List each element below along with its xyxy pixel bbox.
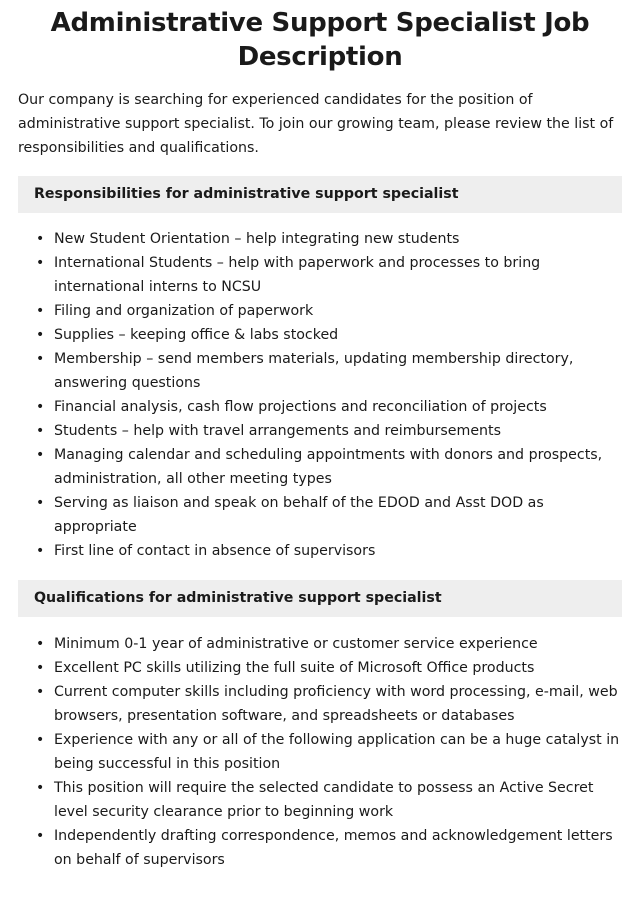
list-item-text: Financial analysis, cash flow projections and reconciliation of projects: [54, 399, 547, 415]
list-item: [36, 347, 622, 395]
list-item-text: Supplies – keeping office & labs stocked: [54, 327, 339, 343]
bullet-icon: •: [36, 423, 45, 439]
bullet-icon: •: [36, 255, 45, 271]
bullet-icon: •: [36, 303, 45, 319]
list-item: [36, 251, 622, 299]
list-item-text: Managing calendar and scheduling appointments with donors and prospects, administration, all other meeting types: [54, 447, 603, 487]
list-item: [36, 728, 622, 776]
bullet-icon: •: [36, 828, 45, 844]
bullet-icon: •: [36, 327, 45, 343]
list-item-text: Membership – send members materials, updating membership directory, answering questions: [54, 351, 574, 391]
list-item-text: Current computer skills including proficiency with word processing, e-mail, web browsers, presentation software, and spreadsheets or databases: [54, 684, 618, 724]
list-item: [36, 227, 622, 251]
list-item: [36, 419, 622, 443]
list-item: [36, 824, 622, 872]
intro-paragraph: Our company is searching for experienced candidates for the position of administrative support specialist. To join our growing team, please review the list of responsibilities and qualifications.: [18, 92, 614, 156]
bullet-icon: •: [36, 543, 45, 559]
list-item-text: Serving as liaison and speak on behalf of the EDOD and Asst DOD as appropriate: [54, 495, 544, 535]
list-item-text: Filing and organization of paperwork: [54, 303, 314, 319]
bullet-icon: •: [36, 351, 45, 367]
bullet-icon: •: [36, 495, 45, 511]
list-item-text: International Students – help with paperwork and processes to bring international interns to NCSU: [54, 255, 541, 295]
responsibilities-list: [18, 227, 622, 563]
bullet-icon: •: [36, 780, 45, 796]
bullet-icon: •: [36, 447, 45, 463]
qualifications-list: [18, 632, 622, 872]
list-item-text: First line of contact in absence of supervisors: [54, 543, 376, 559]
list-item-text: New Student Orientation – help integrating new students: [54, 231, 460, 247]
list-item: [36, 299, 622, 323]
bullet-icon: •: [36, 231, 45, 247]
list-item-text: Experience with any or all of the following application can be a huge catalyst in being successful in this position: [54, 732, 620, 772]
list-item-text: This position will require the selected candidate to possess an Active Secret level security clearance prior to beginning work: [54, 780, 594, 820]
list-item: [36, 776, 622, 824]
list-item: [36, 680, 622, 728]
list-item: [36, 632, 622, 656]
list-item: [36, 395, 622, 419]
bullet-icon: •: [36, 684, 45, 700]
list-item: [36, 656, 622, 680]
qualifications-heading: Qualifications for administrative support specialist: [18, 580, 622, 617]
list-item-text: Excellent PC skills utilizing the full suite of Microsoft Office products: [54, 660, 535, 676]
list-item: [36, 443, 622, 491]
bullet-icon: •: [36, 399, 45, 415]
bullet-icon: •: [36, 660, 45, 676]
list-item: [36, 491, 622, 539]
bullet-icon: •: [36, 732, 45, 748]
responsibilities-heading: Responsibilities for administrative support specialist: [18, 176, 622, 213]
list-item-text: Minimum 0-1 year of administrative or customer service experience: [54, 636, 538, 652]
page-title: Administrative Support Specialist Job Description: [50, 8, 590, 72]
list-item-text: Independently drafting correspondence, memos and acknowledgement letters on behalf of supervisors: [54, 828, 613, 868]
list-item: [36, 323, 622, 347]
bullet-icon: •: [36, 636, 45, 652]
list-item: [36, 539, 622, 563]
list-item-text: Students – help with travel arrangements and reimbursements: [54, 423, 502, 439]
